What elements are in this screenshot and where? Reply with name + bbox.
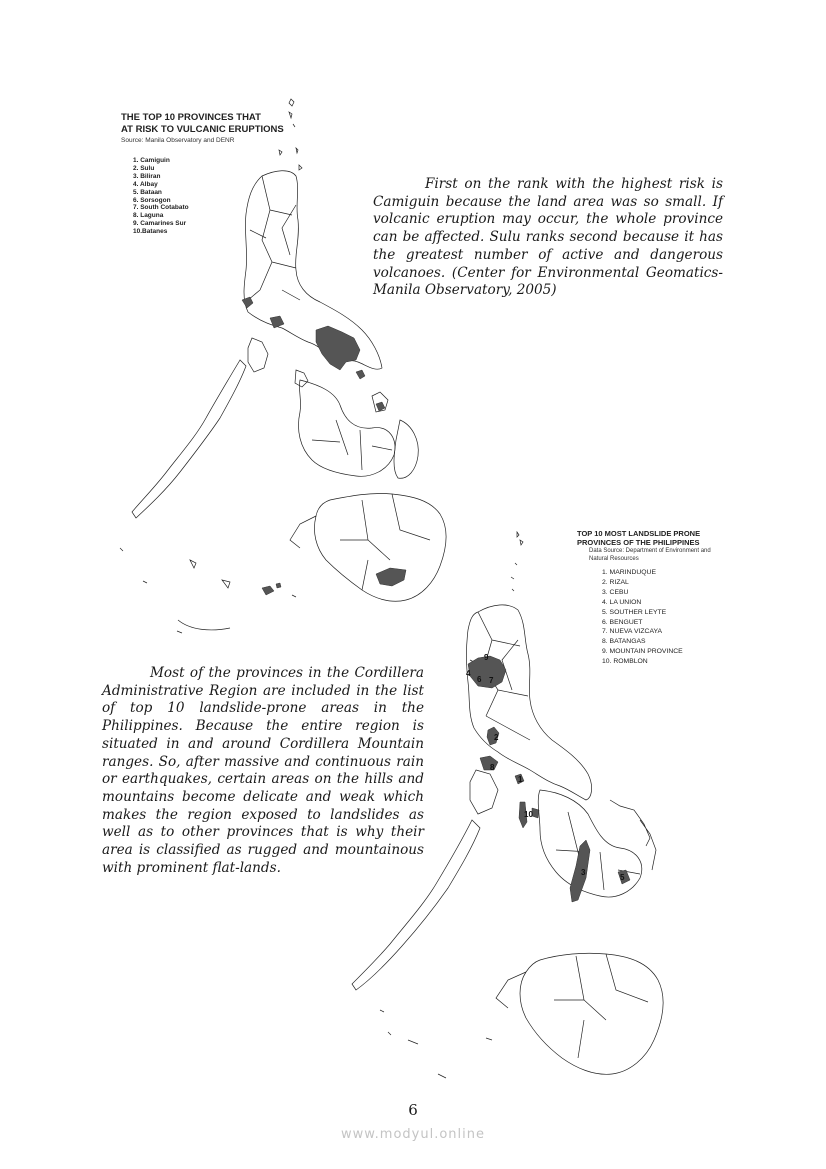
volcanic-legend-item: 10.Batanes — [133, 228, 168, 236]
landslide-legend-item: 4. LA UNION — [602, 598, 642, 606]
map-label: 6 — [477, 675, 482, 684]
watermark: www.modyul.online — [340, 1127, 486, 1142]
volcanic-legend-item: 7. South Cotabato — [133, 204, 189, 212]
landslide-source-line1: Data Source: Department of Environment and — [589, 548, 711, 554]
map-label: 9 — [484, 653, 489, 662]
map-label: 8 — [490, 763, 495, 772]
volcanic-legend-item: 8. Laguna — [133, 212, 164, 220]
landslide-legend-item: 5. SOUTHER LEYTE — [602, 608, 667, 616]
volcanic-legend-item: 1. Camiguin — [133, 157, 170, 164]
volcanic-legend-item: 5. Bataan — [133, 188, 162, 196]
page-number: 6 — [408, 1101, 418, 1119]
volcanic-legend-item: 4. Albay — [133, 180, 158, 188]
landslide-paragraph: Most of the provinces in the Cordillera Administrative Region are included in the list of top 10 landslide-prone areas in the Philippines. Because the entire region is situated in and around Cordillera Mountain ranges. So, after massive and continuous rain or earthquakes, certain areas on the hills and mountains become delicate and weak which makes the region exposed to landslides as well as to other provinces that is why their area is classified as rugged and mountainous with prominent flat-lands. — [102, 665, 424, 876]
map-label: 1 — [518, 775, 523, 784]
volcanic-map-source: Source: Manila Observatory and DENR — [121, 137, 235, 144]
volcanic-legend-item: 2. Sulu — [133, 164, 155, 172]
map-label: 3 — [581, 868, 586, 877]
landslide-legend-item: 6. BENGUET — [602, 618, 643, 626]
volcanic-title-line1: THE TOP 10 PROVINCES THAT — [121, 112, 261, 123]
landslide-title-line1: TOP 10 MOST LANDSLIDE PRONE — [577, 529, 701, 538]
landslide-legend-item: 8. BATANGAS — [602, 638, 646, 646]
landslide-legend-item: 2. RIZAL — [602, 578, 629, 586]
volcanic-title-line2: AT RISK TO VULCANIC ERUPTIONS — [121, 124, 284, 135]
landslide-source-line2: Natural Resources — [589, 555, 639, 562]
landslide-legend-item: 3. CEBU — [602, 588, 629, 596]
map-label: 2 — [494, 733, 499, 742]
landslide-title-line2: PROVINCES OF THE PHILIPPINES — [577, 538, 700, 547]
landslide-legend-item: 7. NUEVA VIZCAYA — [602, 628, 663, 636]
landslide-legend-item: 1. MARINDUQUE — [602, 569, 657, 576]
volcanic-legend-item: 6. Sorsogon — [133, 196, 171, 204]
landslide-legend-item: 10. ROMBLON — [602, 658, 648, 666]
volcanic-legend-item: 9. Camarines Sur — [133, 220, 187, 228]
landslide-legend-item: 9. MOUNTAIN PROVINCE — [602, 648, 683, 656]
volcanic-paragraph: First on the rank with the highest risk is Camiguin because the land area was so small. If volcanic eruption may occur, the whole province can be affected. Sulu ranks second because it has the greatest number of active and dangerous volcanoes. (Center for Environmental Geomatics- Manila Observatory, 2005) — [373, 176, 723, 299]
map-label: 4 — [466, 669, 471, 678]
volcanic-legend-item: 3. Biliran — [133, 172, 161, 180]
map-label: 7 — [489, 676, 494, 685]
map-label: 10 — [524, 810, 533, 819]
map-label: 5 — [620, 873, 625, 882]
